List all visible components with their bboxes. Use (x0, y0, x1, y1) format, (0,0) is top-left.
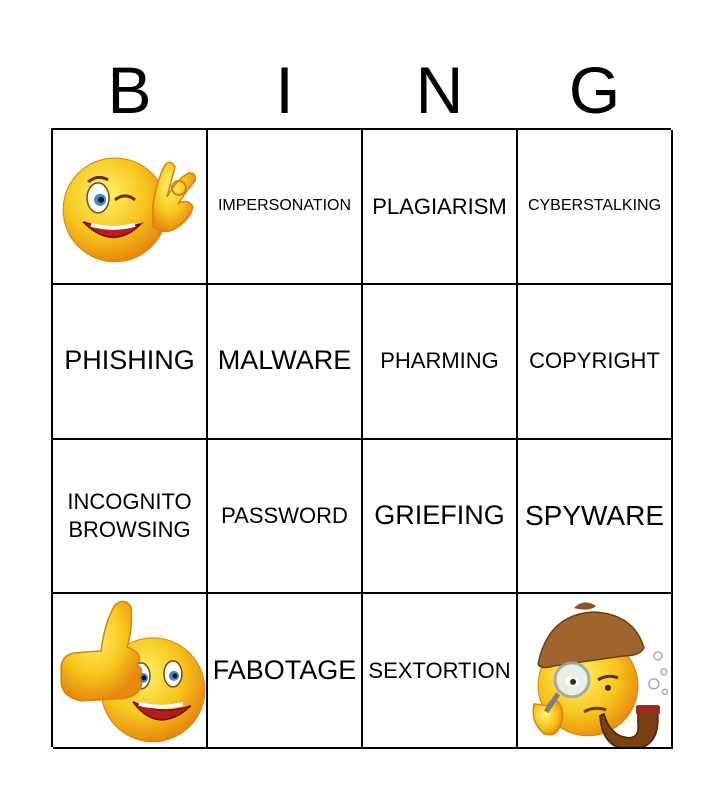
bingo-board (51, 128, 671, 747)
header-letter-i: I (275, 53, 294, 127)
bingo-cell[interactable] (363, 440, 518, 595)
cell-label: GRIEFING (374, 500, 505, 530)
bingo-cell[interactable] (208, 440, 363, 595)
cell-label: PHARMING (380, 348, 499, 374)
thumbs-up-emoji-icon (53, 594, 206, 747)
bingo-cell[interactable] (363, 285, 518, 440)
bingo-cell[interactable] (53, 440, 208, 595)
cell-label: PLAGIARISM (372, 193, 507, 219)
bingo-cell[interactable] (208, 285, 363, 440)
bingo-cell[interactable] (363, 594, 518, 749)
cell-label: PASSWORD (221, 503, 348, 529)
bingo-cell[interactable] (53, 594, 208, 749)
cell-label: PHISHING (64, 345, 195, 376)
bingo-cell[interactable] (363, 130, 518, 285)
cell-label: FABOTAGE (212, 654, 357, 685)
header-letter-n: N (415, 53, 464, 127)
cell-label: INCOGNITO BROWSING (67, 489, 192, 542)
detective-emoji-icon (518, 594, 671, 747)
header-letter-g: G (568, 53, 621, 127)
bingo-cell[interactable] (208, 594, 363, 749)
bingo-cell[interactable] (518, 594, 673, 749)
cell-label: MALWARE (217, 345, 352, 376)
cell-label: IMPERSONATION (217, 197, 352, 215)
cell-label: SPYWARE (525, 500, 664, 532)
cell-label: COPYRIGHT (529, 348, 660, 374)
cell-label: SEXTORTION (368, 657, 511, 683)
bingo-header (52, 52, 672, 128)
bingo-cell[interactable] (53, 130, 208, 285)
cell-label: CYBERSTALKING (527, 197, 662, 215)
bingo-cell[interactable] (208, 130, 363, 285)
header-letter-b: B (107, 53, 152, 127)
bingo-cell[interactable] (518, 285, 673, 440)
bingo-cell[interactable] (518, 130, 673, 285)
bingo-cell[interactable] (53, 285, 208, 440)
winking-ok-emoji-icon (53, 130, 206, 283)
bingo-cell[interactable] (518, 440, 673, 595)
